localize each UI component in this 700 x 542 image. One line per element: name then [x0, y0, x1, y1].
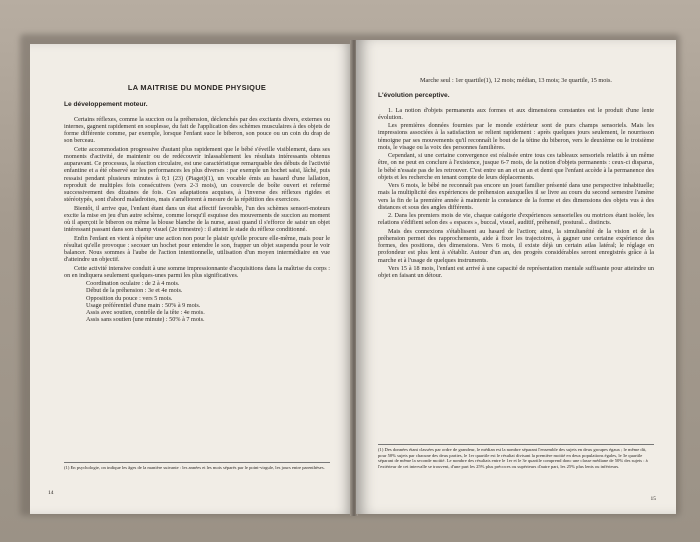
- paragraph: Certains réflexes, comme la succion ou la préhension, déclenchés par des excitants divers, externes ou internes, gagnent rapidement en souplesse, du fait de l'application des schèmes musculaires à des objets de forme différente comme, par exemple, lorsque l'enfant suce le biberon, son pouce ou un coin du drap de son berceau.: [64, 115, 330, 145]
- walking-milestone-line: Marche seul : 1er quartile(1), 12 mois; médian, 13 mois; 3e quartile, 15 mois.: [420, 77, 612, 84]
- footnote: (1) Des données étant classées par ordre de grandeur, le médian est la nombre séparant l'ensemble des sujets en deux groupes égaux ; le même dit, pour 50% sujets par chacune des deux parties, le 1er quartile est le résultat divisant la première moitié en deux populations égales, le 3e quartile séparant de même la seconde moitié. Le nombre des résultats entre le 1er et le 3e quartile comprend donc une classe médiane de 50% des sujets : à l'extérieur de cet intervalle se trouvent, d'une part les 25% plus précoces ou supérieurs d'autre part, les 25% plus lents ou inférieurs.: [378, 444, 654, 469]
- left-page: [30, 44, 352, 514]
- milestone-list: [86, 280, 330, 324]
- section-heading-motor: Le développement moteur.: [64, 101, 148, 109]
- chapter-title: LA MAITRISE DU MONDE PHYSIQUE: [127, 83, 267, 92]
- paragraph: Cependant, si une certaine convergence est réalisée entre tous ces tableaux sensoriels relatifs à un même être, on ne peut en conclure à l'existence, jusque 6-7 mois, de la notion d'objets permanents : ceux-ci disparus, le bébé n'essaie pas de les retrouver. C'est entre un an et un an et demi que l'enfant accède à la permanence des objets et les recherche en tenant compte de leurs déplacements.: [378, 152, 654, 181]
- milestone-item: Début de la préhension : 3e et 4e mois.: [86, 287, 183, 295]
- paragraph: Bientôt, il arrive que, l'enfant étant dans un état affectif favorable, l'un des schèmes sensori-moteurs excite la mise en jeu d'un autre schème, comme lorsqu'il esquisse des mouvements de succion au moment où il aperçoit le biberon ou même la blouse blanche de la nurse, aussi quand il s'efforce de saisir un objet intéressant passant dans son champ visuel (2e trimestre) : il atteint le stade du réflexe conditionné.: [64, 204, 330, 234]
- milestone-item: Usage préférentiel d'une main : 50% à 9 mois.: [86, 301, 201, 309]
- paragraph: Vers 15 à 18 mois, l'enfant est arrivé à une capacité de représentation mentale suffisante pour atteindre un objet en faisant un détour.: [378, 264, 654, 279]
- section-heading-perception: L'évolution perceptive.: [378, 92, 450, 100]
- footnote: (1) En psychologie, on indique les âges de la manière suivante : les années et les mois séparés par le point-virgule, les jours entre parenthèses.: [64, 462, 330, 471]
- page-number: 14: [48, 490, 54, 496]
- right-text-column: [378, 77, 654, 280]
- paragraph: Cette accommodation progressive d'autant plus rapidement que le bébé s'éveille visiblement, dans ses moments d'activité, de maintenir ou de redécouvrir inlassablement les résultats intéressants obtenus auparavant. Ce processus, la réaction circulaire, est une caractéristique remarquable des débuts de l'activité enfantine et a été observé sur les performances les plus diverses : par exemple un hochet saisi, lâché, puis ressaisi pendant plusieurs minutes à 0;1 (23) (Piaget)(1), un vocable émis au hasard d'une lallation, reproduit de multiples fois consécutives (vers 2-3 mois), un couvercle de boîte ouvert et refermé successivement des dizaines de fois. Ces adaptations acquises, à l'inverse des réflexes rigides et stéréotypés, sont d'abord maladroites, mais s'améliorent à mesure de la répétition des exercices.: [64, 145, 330, 204]
- paragraph: Les premières données fournies par le monde extérieur sont de purs champs sensoriels. Mais les impressions associées à la satisfaction se relient rapidement : après quelques jours seulement, le nourrisson témoigne par ses mouvements qu'il reconnaît le bout de la tétine du biberon, vers le deuxième ou le troisième mois, le visage ou la voix des personnes familières.: [378, 122, 654, 151]
- milestone-item: Coordination oculaire : de 2 à 4 mois.: [86, 280, 180, 287]
- paragraph: Cette activité intensive conduit à une somme impressionnante d'acquisitions dans la maîtrise du corps : on en indiquera seulement quelques-unes parmi les plus significatives.: [64, 264, 330, 279]
- milestone-item: Opposition du pouce : vers 5 mois.: [86, 294, 173, 302]
- milestone-item: Assis sans soutien (une minute) : 50% à 7 mois.: [86, 316, 205, 324]
- milestone-item: Assis avec soutien, contrôle de la tête : 4e mois.: [86, 309, 205, 316]
- paragraph: 2. Dans les premiers mois de vie, chaque catégorie d'expériences sensorielles ou motrices étant isolée, les relations s'édifient selon des « espaces », buccal, visuel, auditif, préhensif, postural... distincts.: [378, 212, 654, 227]
- paragraph: Vers 6 mois, le bébé ne reconnaît pas encore un jouet familier présenté dans une perspective inhabituelle; mais la multiplicité des expériences de préhension auxquelles il se livre au cours du second semestre l'amène vers la fin de la première année à maintenir la constance de la forme et des dimensions des objets vus à des distances et sous des angles différents.: [378, 182, 654, 211]
- right-page: [356, 40, 676, 514]
- paragraph: Enfin l'enfant en vient à répéter une action non pour le plaisir qu'elle procure elle-même, mais pour le résultat qu'elle provoque : secouer un hochet pour entendre le son, frapper un objet suspendu pour le voir balancer. Nous sommes à l'aube de l'action intentionnelle, utilisation d'un moyen intermédiaire en vue d'atteindre un objectif.: [64, 234, 330, 264]
- page-number: 15: [650, 496, 656, 502]
- left-text-column: [64, 84, 330, 324]
- paragraph: Mais des connexions s'établissent au hasard de l'action; ainsi, la simultanéité de la vision et de la préhension permet des rapprochements, aide à fixer les trajectoires, à gagner une certaine expérience des formes, des positions, des dimensions. Vers 6 mois, il existe déjà un certain atlas latéral; le réglage en profondeur est plus lent à s'établir. Autour d'un an, des progrès considérables seront enregistrés grâce à la marche et à l'usage de quelques instruments.: [378, 227, 654, 264]
- paragraph: 1. La notion d'objets permanents aux formes et aux dimensions constantes est le produit d'une lente évolution.: [378, 106, 654, 121]
